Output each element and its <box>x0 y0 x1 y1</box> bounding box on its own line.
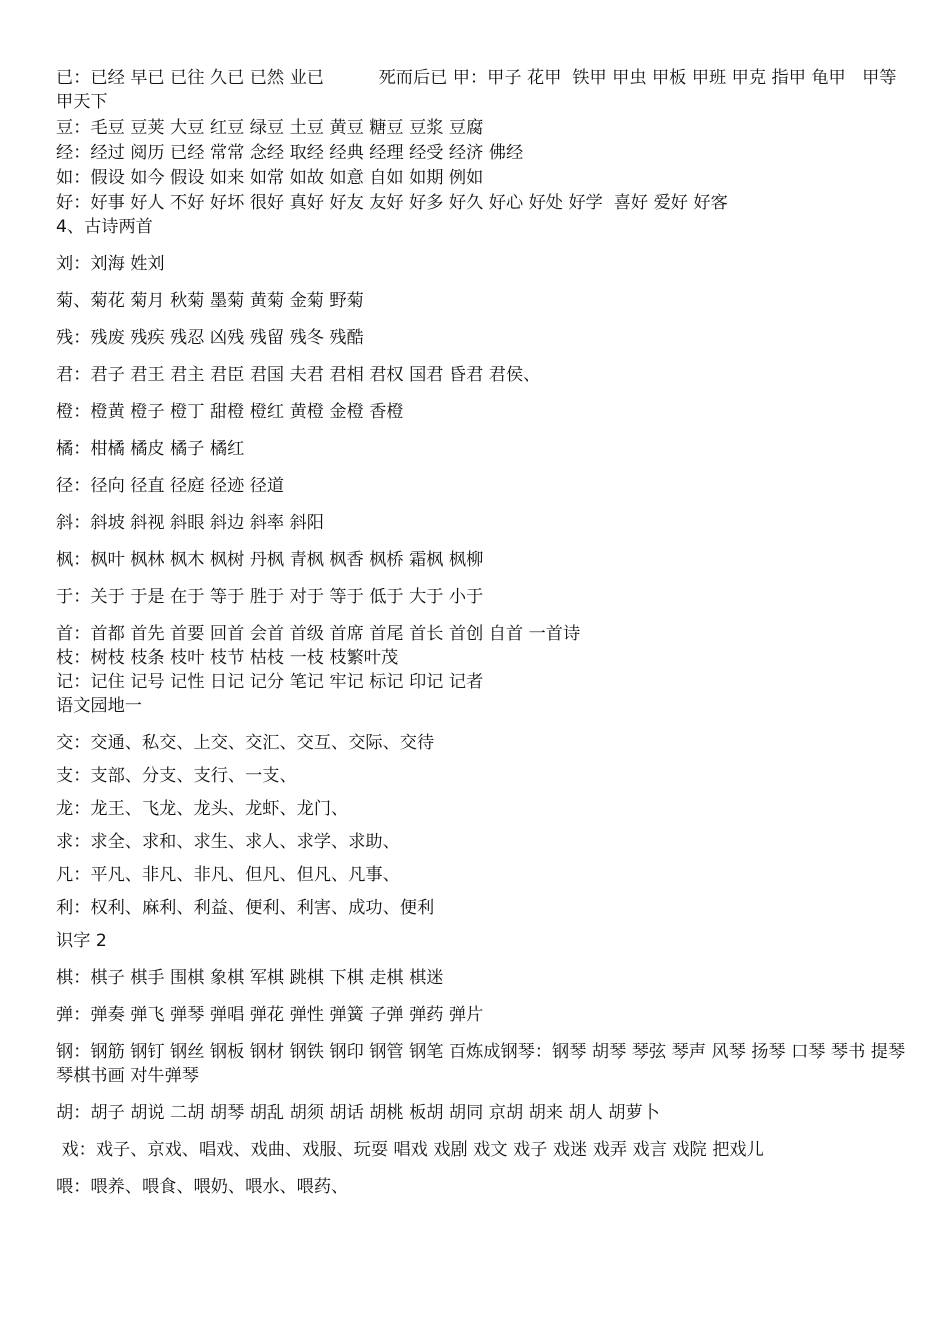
section-heading: 识字 2 <box>56 931 107 951</box>
text-line: 枝：树枝 枝条 枝叶 枝节 枯枝 一枝 枝繁叶茂 <box>56 648 399 668</box>
text-line: 求：求全、求和、求生、求人、求学、求助、 <box>56 832 400 852</box>
text-line: 径：径向 径直 径庭 径迹 径道 <box>56 476 285 496</box>
text-line: 支：支部、分支、支行、一支、 <box>56 766 297 786</box>
text-line: 君：君子 君王 君主 君臣 君国 夫君 君相 君权 国君 昏君 君侯、 <box>56 365 541 385</box>
text-line: 钢：钢筋 钢钉 钢丝 钢板 钢材 钢铁 钢印 钢管 钢笔 百炼成钢琴：钢琴 胡琴 琴弦 琴声 风琴 扬琴 口琴 琴书 提琴 琴棋书画 对牛弹琴 <box>56 1042 911 1086</box>
text-line: 如：假设 如今 假设 如来 如常 如故 如意 自如 如期 例如 <box>56 168 484 188</box>
text-line: 交：交通、私交、上交、交汇、交互、交际、交待 <box>56 733 435 753</box>
text-line: 记：记住 记号 记性 日记 记分 笔记 牢记 标记 印记 记者 <box>56 672 484 692</box>
text-line: 首：首都 首先 首要 回首 会首 首级 首席 首尾 首长 首创 自首 一首诗 <box>56 624 581 644</box>
text-line: 斜：斜坡 斜视 斜眼 斜边 斜率 斜阳 <box>56 513 324 533</box>
text-line: 喂：喂养、喂食、喂奶、喂水、喂药、 <box>56 1177 349 1197</box>
text-line: 棋：棋子 棋手 围棋 象棋 军棋 跳棋 下棋 走棋 棋迷 <box>56 968 444 988</box>
text-line: 戏：戏子、京戏、唱戏、戏曲、戏服、玩耍 唱戏 戏剧 戏文 戏子 戏迷 戏弄 戏言 戏院 把戏儿 <box>56 1140 764 1160</box>
text-line: 残：残废 残疾 残忍 凶残 残留 残冬 残酷 <box>56 328 364 348</box>
text-line: 利：权利、麻利、利益、便利、利害、成功、便利 <box>56 898 435 918</box>
section-heading: 语文园地一 <box>56 696 142 716</box>
text-line: 凡：平凡、非凡、非凡、但凡、但凡、凡事、 <box>56 865 400 885</box>
text-line: 橙：橙黄 橙子 橙丁 甜橙 橙红 黄橙 金橙 香橙 <box>56 402 404 422</box>
text-line: 橘：柑橘 橘皮 橘子 橘红 <box>56 439 245 459</box>
text-line: 龙：龙王、飞龙、龙头、龙虾、龙门、 <box>56 799 349 819</box>
text-line: 已：已经 早已 已往 久已 已然 业已 死而后已 甲：甲子 花甲 铁甲 甲虫 甲板 甲班 甲克 指甲 龟甲 甲等 甲天下 <box>56 68 902 112</box>
text-line: 刘：刘海 姓刘 <box>56 254 165 274</box>
text-line: 经：经过 阅历 已经 常常 念经 取经 经典 经理 经受 经济 佛经 <box>56 143 524 163</box>
text-line: 好：好事 好人 不好 好坏 很好 真好 好友 友好 好多 好久 好心 好处 好学 喜好 爱好 好客 <box>56 193 728 213</box>
text-line: 豆：毛豆 豆荚 大豆 红豆 绿豆 土豆 黄豆 糖豆 豆浆 豆腐 <box>56 118 484 138</box>
text-line: 胡：胡子 胡说 二胡 胡琴 胡乱 胡须 胡话 胡桃 板胡 胡同 京胡 胡来 胡人 胡萝卜 <box>56 1103 660 1123</box>
document-page <box>56 66 916 1199</box>
text-line: 于：关于 于是 在于 等于 胜于 对于 等于 低于 大于 小于 <box>56 587 484 607</box>
text-line: 菊、菊花 菊月 秋菊 墨菊 黄菊 金菊 野菊 <box>56 291 364 311</box>
section-heading: 4、古诗两首 <box>56 217 153 237</box>
text-line: 弹：弹奏 弹飞 弹琴 弹唱 弹花 弹性 弹簧 子弹 弹药 弹片 <box>56 1005 484 1025</box>
text-line: 枫：枫叶 枫林 枫木 枫树 丹枫 青枫 枫香 枫桥 霜枫 枫柳 <box>56 550 484 570</box>
